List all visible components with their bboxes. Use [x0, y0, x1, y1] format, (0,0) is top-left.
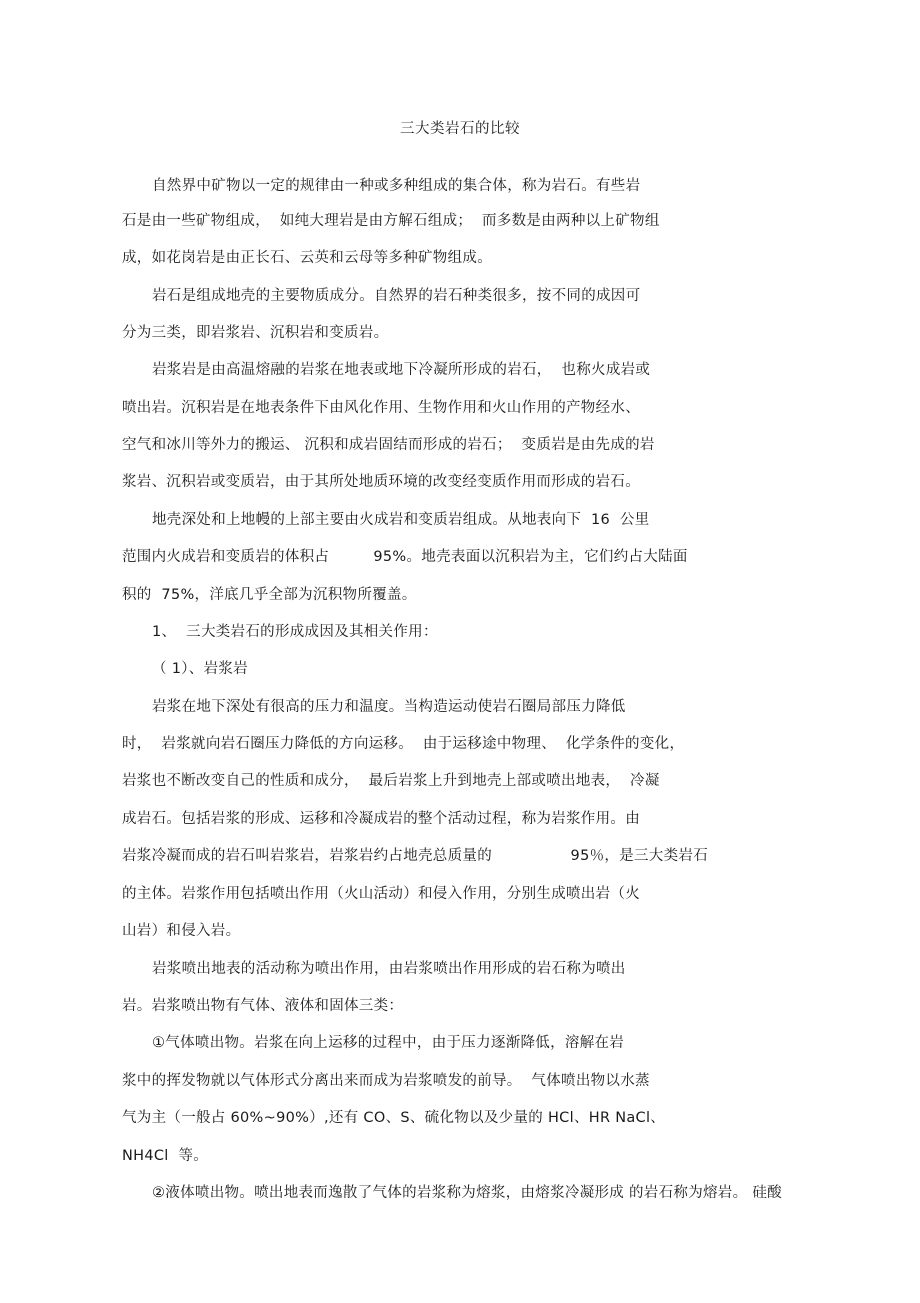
text-line: 分为三类，即岩浆岩、沉积岩和变质岩。: [122, 325, 389, 341]
text-line: 成，如花岗岩是由正长石、云英和云母等多种矿物组成。: [122, 250, 492, 266]
text-line: 空气和冰川等外力的搬运、 沉积和成岩固结而形成的岩石； 变质岩是由先成的岩: [122, 437, 655, 453]
text-line: ①气体喷出物。岩浆在向上运移的过程中，由于压力逐渐降低，溶解在岩: [152, 1035, 625, 1051]
text-line: 山岩）和侵入岩。: [122, 923, 241, 939]
subsection-heading: （ 1）、岩浆岩: [152, 661, 248, 677]
text-line: 岩石是组成地壳的主要物质成分。自然界的岩石种类很多，按不同的成因可: [152, 288, 641, 304]
text-line: 石是由一些矿物组成， 如纯大理岩是由方解石组成； 而多数是由两种以上矿物组: [122, 213, 660, 229]
text-line: 浆中的挥发物就以气体形式分离出来而成为岩浆喷发的前导。 气体喷出物以水蒸: [122, 1073, 650, 1089]
text-line: 的主体。岩浆作用包括喷出作用（火山活动）和侵入作用，分别生成喷出岩（火: [122, 886, 640, 902]
text-line: 范围内火成岩和变质岩的体积占 95%。地壳表面以沉积岩为主，它们约占大陆面: [122, 549, 688, 565]
text-line: 积的 75%，洋底几乎全部为沉积物所覆盖。: [122, 587, 417, 603]
text-line: 气为主（一般占 60%~90%）,还有 CO、S、硫化物以及少量的 HCl、HR NaCl、: [122, 1110, 666, 1126]
text-line: 岩浆也不断改变自己的性质和成分， 最后岩浆上升到地壳上部或喷出地表， 冷凝: [122, 773, 660, 789]
text-line: 时， 岩浆就向岩石圈压力降低的方向运移。 由于运移途中物理、 化学条件的变化，: [122, 736, 685, 752]
text-line: 岩浆冷凝而成的岩石叫岩浆岩，岩浆岩约占地壳总质量的 95％，是三大类岩石: [122, 848, 708, 864]
text-line: 岩浆在地下深处有很高的压力和温度。当构造运动使岩石圈局部压力降低: [152, 699, 626, 715]
section-heading: 1、 三大类岩石的形成成因及其相关作用：: [152, 624, 438, 640]
text-line: 岩。岩浆喷出物有气体、液体和固体三类：: [122, 998, 404, 1014]
text-line: 岩浆喷出地表的活动称为喷出作用，由岩浆喷出作用形成的岩石称为喷出: [152, 961, 626, 977]
text-line: 浆岩、沉积岩或变质岩，由于其所处地质环境的改变经变质作用而形成的岩石。: [122, 474, 640, 490]
text-line: 喷出岩。沉积岩是在地表条件下由风化作用、生物作用和火山作用的产物经水、: [122, 400, 640, 416]
text-line: 成岩石。包括岩浆的形成、运移和冷凝成岩的整个活动过程，称为岩浆作用。由: [122, 811, 640, 827]
text-line: 自然界中矿物以一定的规律由一种或多种组成的集合体，称为岩石。有些岩: [152, 178, 641, 194]
text-line: ②液体喷出物。喷出地表而逸散了气体的岩浆称为熔浆，由熔浆冷凝形成 的岩石称为熔岩。 硅酸: [152, 1185, 782, 1201]
document-title: 三大类岩石的比较: [400, 121, 520, 137]
text-line: 岩浆岩是由高温熔融的岩浆在地表或地下冷凝所形成的岩石， 也称火成岩或: [152, 362, 651, 378]
text-line: 地壳深处和上地幔的上部主要由火成岩和变质岩组成。从地表向下 16 公里: [152, 512, 650, 528]
text-line: NH4Cl 等。: [122, 1148, 209, 1164]
